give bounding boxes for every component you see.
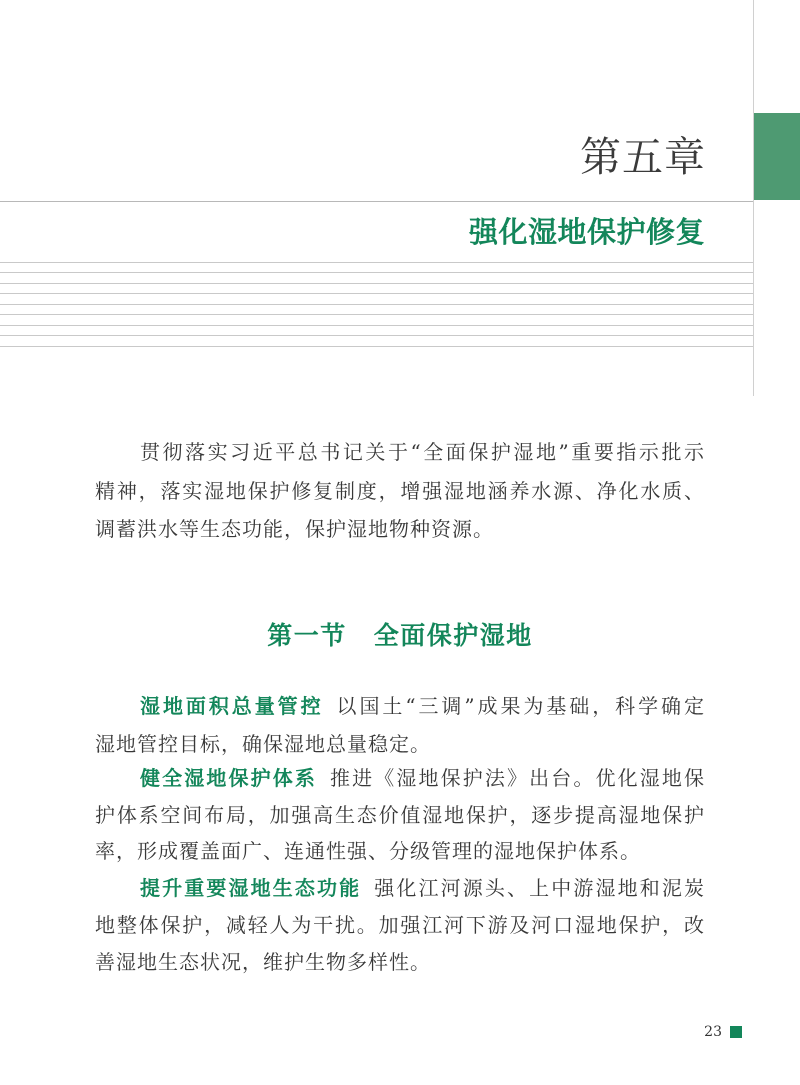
stripe-line [0,304,753,305]
stripe-line [0,325,753,326]
measure-line: 善湿地生态状况，维护生物多样性。 [95,950,431,974]
section-heading [0,618,800,654]
measure-line [140,692,705,720]
decorative-stripes [0,262,753,348]
stripe-line [0,335,753,336]
chapter-tab [754,113,800,200]
intro-line: 调蓄洪水等生态功能，保护湿地物种资源。 [95,517,494,541]
measure-line: 率，形成覆盖面广、连通性强、分级管理的湿地保护体系。 [95,839,641,863]
header-rule [0,201,753,202]
chapter-title: 强化湿地保护修复 [468,215,705,249]
page-number: 23 [704,1024,722,1040]
chapter-number: 第五章 [580,133,706,181]
stripe-line [0,314,753,315]
measure-text: 强化江河源头、上中游湿地和泥炭 [374,876,705,900]
stripe-line [0,272,753,273]
measure-line: 湿地管控目标，确保湿地总量稳定。 [95,732,431,756]
measure-lead: 提升重要湿地生态功能 [140,876,362,900]
measure-lead: 湿地面积总量管控 [140,694,324,718]
stripe-line [0,262,753,263]
measure-text: 以国土“三调”成果为基础，科学确定 [336,694,705,718]
measure-line: 护体系空间布局，加强高生态价值湿地保护，逐步提高湿地保护 [95,803,705,827]
measure-line [140,874,705,902]
page-number-marker [730,1026,742,1038]
measure-line [140,764,705,792]
intro-line: 贯彻落实习近平总书记关于“全面保护湿地”重要指示批示 [140,440,705,464]
measure-text: 推进《湿地保护法》出台。优化湿地保 [330,766,705,790]
measure-lead: 健全湿地保护体系 [140,766,317,790]
stripe-line [0,283,753,284]
stripe-line [0,346,753,347]
section-number: 第一节 [267,621,347,650]
intro-line: 精神，落实湿地保护修复制度，增强湿地涵养水源、净化水质、 [95,479,705,503]
measure-line: 地整体保护，减轻人为干扰。加强江河下游及河口湿地保护，改 [95,913,705,937]
stripe-line [0,293,753,294]
section-title: 全面保护湿地 [373,621,533,650]
